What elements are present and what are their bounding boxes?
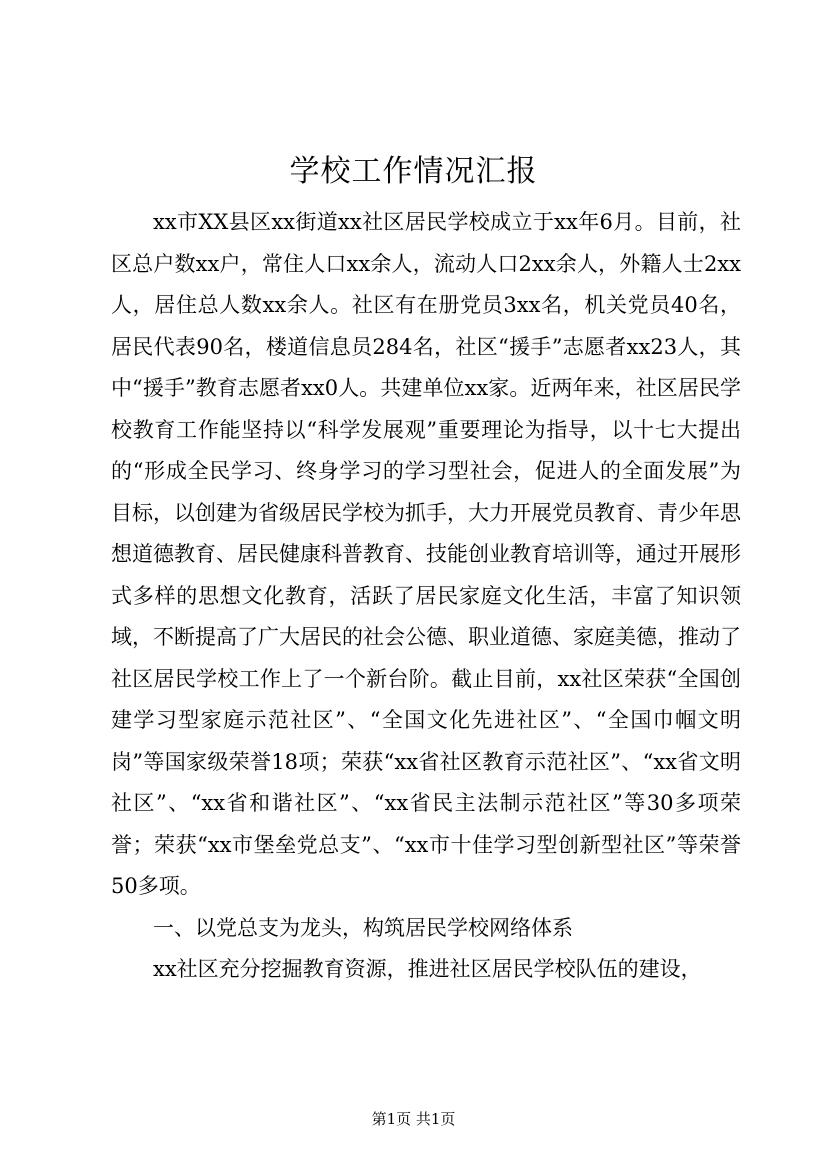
page-footer: 第1页 共1页 bbox=[371, 1110, 456, 1128]
section-heading: 一、以党总支为龙头，构筑居民学校网络体系 bbox=[153, 915, 573, 940]
paragraph-intro: xx市XX县区xx街道xx社区居民学校成立于xx年6月。目前，社区总户数xx户，常住人口xx余人，流动人口2xx余人，外籍人士2xx人，居住总人数xx余人。社区有在册党员3xx名，机关党员40名，居民代表90名，楼道信息员284名，社区“援手”志愿者xx23人，其中“援手”教育志愿者xx0人。共建单位xx家。近两年来，社区居民学校教育工作能坚持以“科学发展观”重要理论为指导，以十七大提出的“形成全民学习、终身学习的学习型社会，促进人的全面发展”为目标，以创建为省级居民学校为抓手，大力开展党员教育、青少年思想道德教育、居民健康科普教育、技能创业教育培训等，通过开展形式多样的思想文化教育，活跃了居民家庭文化生活，丰富了知识领域，不断提高了广大居民的社会公德、职业道德、家庭美德，推动了社区居民学校工作上了一个新台阶。截止目前，xx社区荣获“全国创建学习型家庭示范社区”、“全国文化先进社区”、“全国巾帼文明岗”等国家级荣誉18项；荣获“xx省社区教育示范社区”、“xx省文明社区”、“xx省和谐社区”、“xx省民主法制示范社区”等30多项荣誉；荣获“xx市堡垒党总支”、“xx市十佳学习型创新型社区”等荣誉50多项。 bbox=[111, 210, 741, 898]
document-body bbox=[111, 202, 741, 991]
paragraph-section-one: xx社区充分挖掘教育资源，推进社区居民学校队伍的建设， bbox=[153, 957, 702, 981]
document-title: 学校工作情况汇报 bbox=[289, 154, 538, 189]
